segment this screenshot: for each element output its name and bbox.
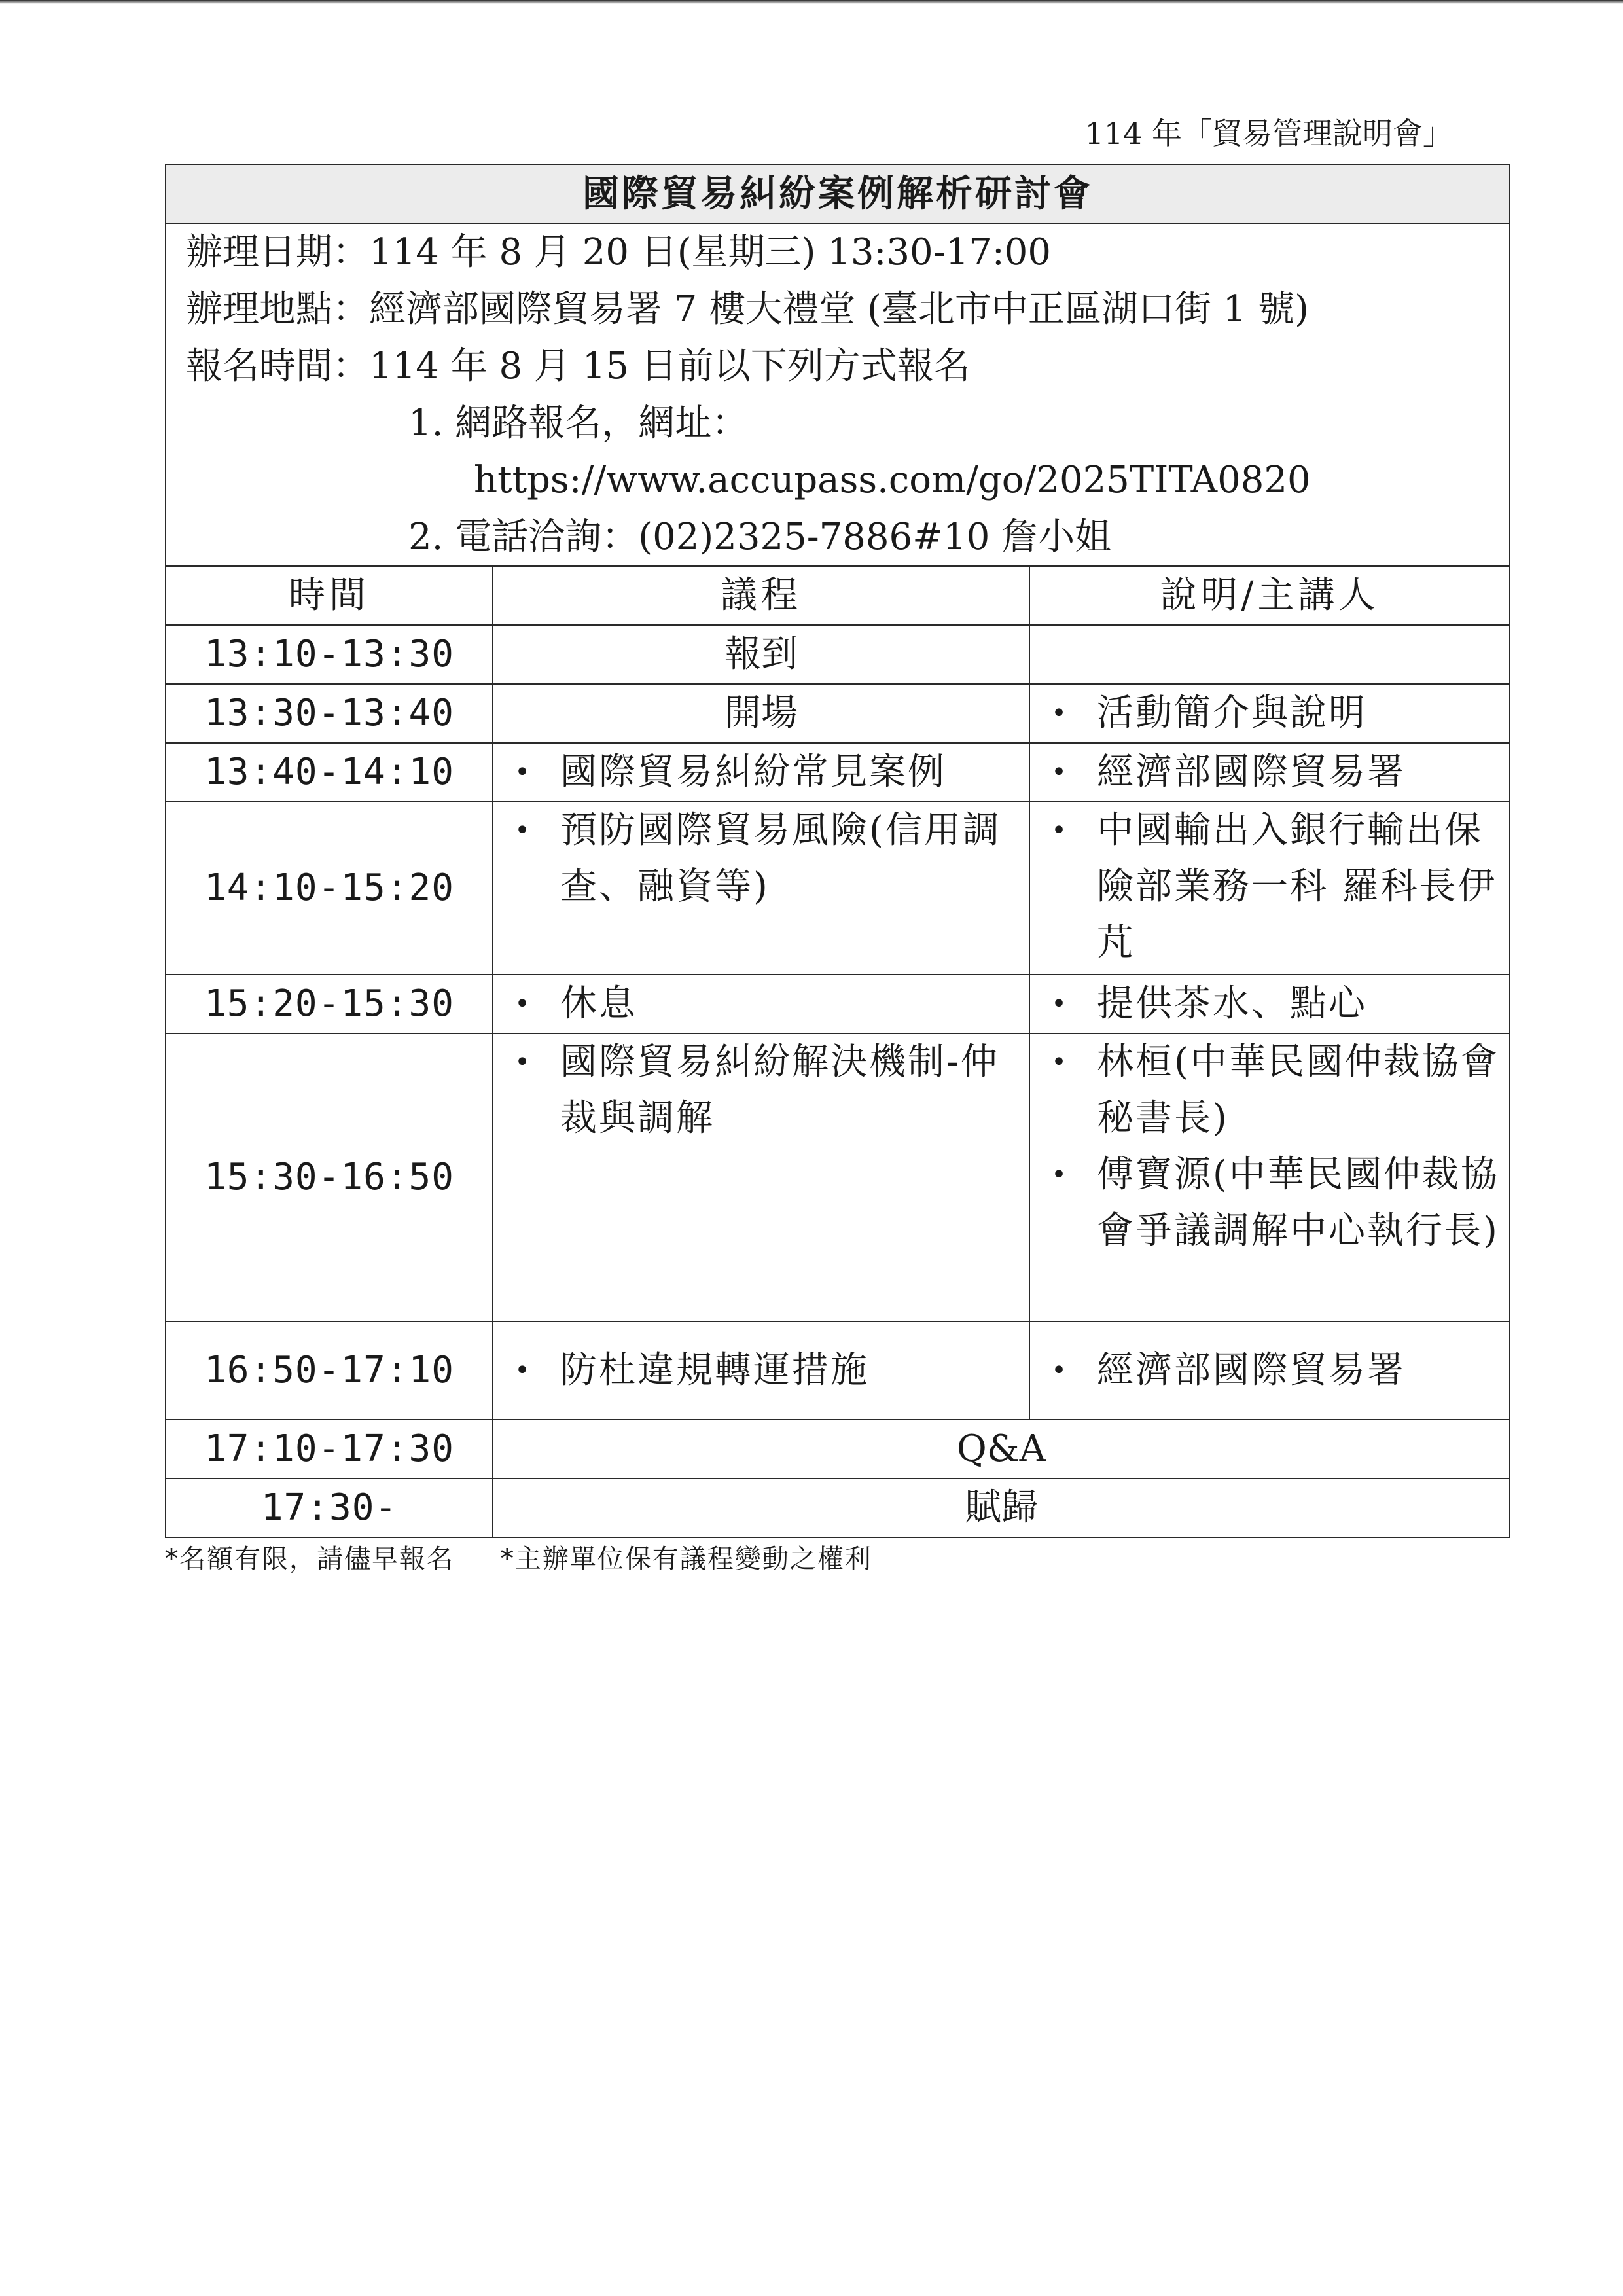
speaker-cell [1029, 684, 1510, 743]
registration-url[interactable]: https://www.accupass.com/go/2025TITA0820 [474, 459, 1311, 501]
agenda-text: 休息 [560, 982, 637, 1025]
time-cell: 15:30-16:50 [166, 1033, 493, 1321]
time-cell: 17:10-17:30 [166, 1420, 493, 1479]
agenda-cell: 賦歸 [493, 1479, 1510, 1537]
agenda-cell [493, 802, 1029, 975]
bullet-icon: • [1051, 1047, 1067, 1077]
agenda-text: 防杜違規轉運措施 [560, 1349, 869, 1391]
scan-edge [0, 0, 1623, 4]
list-item [1030, 1147, 1509, 1259]
table-row [166, 802, 1510, 975]
column-header-row [166, 566, 1510, 625]
header-note: 114 年「貿易管理說明會」 [1084, 116, 1453, 151]
time-cell: 16:50-17:10 [166, 1321, 493, 1420]
table-row [166, 625, 1510, 684]
list-item [1030, 1342, 1509, 1399]
column-header-speaker: 說明/主講人 [1029, 566, 1510, 625]
speaker-cell [1029, 743, 1510, 802]
table-row [166, 743, 1510, 802]
list-item [493, 1342, 1029, 1399]
agenda-text: 預防國際貿易風險(信用調查、融資等) [560, 809, 1001, 908]
time-cell: 15:20-15:30 [166, 975, 493, 1033]
footnotes [165, 1538, 872, 1575]
agenda-cell: 報到 [493, 625, 1029, 684]
list-item [1030, 685, 1509, 742]
table-row [166, 975, 1510, 1033]
bullet-icon: • [514, 1355, 530, 1386]
agenda-text: 國際貿易糾紛解決機制-仲裁與調解 [560, 1041, 999, 1139]
online-registration: 1. 網路報名，網址： [408, 402, 749, 444]
bullet-icon: • [1051, 1160, 1067, 1190]
bullet-icon: • [1051, 698, 1067, 728]
table-row [166, 684, 1510, 743]
table-row [166, 1321, 1510, 1420]
bullet-icon: • [514, 989, 530, 1019]
speaker-text: 經濟部國際貿易署 [1097, 751, 1406, 793]
speaker-text: 中國輸出入銀行輸出保險部業務一科 羅科長伊芃 [1097, 809, 1497, 964]
speaker-cell [1029, 802, 1510, 975]
footnote-limited-seats: *名額有限，請儘早報名 [165, 1544, 454, 1574]
agenda-cell: Q&A [493, 1420, 1510, 1479]
list-item [493, 802, 1029, 915]
time-cell: 13:10-13:30 [166, 625, 493, 684]
speaker-cell [1029, 1321, 1510, 1420]
list-item [493, 744, 1029, 800]
table-row [166, 1420, 1510, 1479]
time-cell: 17:30- [166, 1479, 493, 1537]
info-row [166, 223, 1510, 566]
column-header-time: 時間 [166, 566, 493, 625]
agenda-cell: 開場 [493, 684, 1029, 743]
title-row [166, 164, 1510, 223]
bullet-icon: • [514, 757, 530, 787]
seminar-table [165, 164, 1510, 1538]
list-item [1030, 744, 1509, 800]
agenda-text: 國際貿易糾紛常見案例 [560, 751, 946, 793]
list-item [1030, 976, 1509, 1032]
table-row [166, 1033, 1510, 1321]
bullet-icon: • [1051, 1355, 1067, 1386]
bullet-icon: • [1051, 989, 1067, 1019]
list-item [493, 976, 1029, 1032]
agenda-cell [493, 743, 1029, 802]
speaker-text: 傅寶源(中華民國仲裁協會爭議調解中心執行長) [1097, 1153, 1499, 1252]
speaker-text: 活動簡介與說明 [1097, 692, 1367, 734]
registration-deadline: 報名時間：114 年 8 月 15 日前以下列方式報名 [186, 345, 971, 387]
table-row [166, 1479, 1510, 1537]
event-date: 辦理日期：114 年 8 月 20 日(星期三) 13:30-17:00 [186, 231, 1051, 274]
list-item [1030, 1034, 1509, 1147]
time-cell: 14:10-15:20 [166, 802, 493, 975]
agenda-cell [493, 1033, 1029, 1321]
speaker-text: 經濟部國際貿易署 [1097, 1349, 1406, 1391]
bullet-icon: • [1051, 757, 1067, 787]
speaker-cell [1029, 975, 1510, 1033]
seminar-title: 國際貿易糾紛案例解析研討會 [166, 164, 1510, 223]
footnote-agenda-rights: *主辦單位保有議程變動之權利 [500, 1544, 872, 1574]
event-info [166, 223, 1510, 566]
list-item [1030, 802, 1509, 971]
bullet-icon: • [514, 1047, 530, 1077]
time-cell: 13:30-13:40 [166, 684, 493, 743]
speaker-text: 林桓(中華民國仲裁協會秘書長) [1097, 1041, 1499, 1139]
speaker-text: 提供茶水、點心 [1097, 982, 1367, 1025]
event-venue: 辦理地點：經濟部國際貿易署 7 樓大禮堂 (臺北市中正區湖口街 1 號) [186, 288, 1309, 331]
list-item [493, 1034, 1029, 1147]
time-cell: 13:40-14:10 [166, 743, 493, 802]
agenda-cell [493, 1321, 1029, 1420]
agenda-cell [493, 975, 1029, 1033]
bullet-icon: • [1051, 816, 1067, 846]
column-header-agenda: 議程 [493, 566, 1029, 625]
phone-inquiry: 2. 電話洽詢：(02)2325-7886#10 詹小姐 [408, 516, 1112, 558]
speaker-cell [1029, 1033, 1510, 1321]
speaker-cell [1029, 625, 1510, 684]
bullet-icon: • [514, 816, 530, 846]
